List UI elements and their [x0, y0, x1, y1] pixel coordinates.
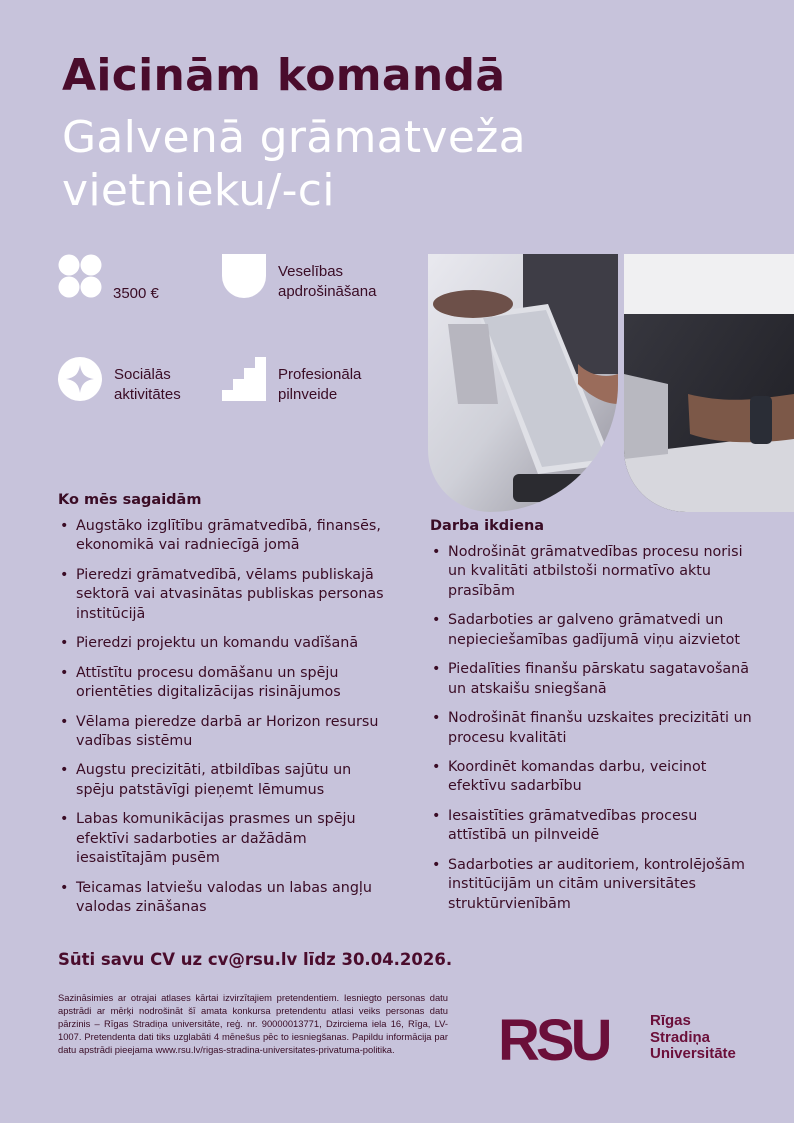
list-item: • Iesaistīties grāmatvedības procesu attīstībā un pilnveidē	[430, 807, 760, 846]
rsu-logo: RSU	[498, 1008, 609, 1073]
apply-call-to-action: Sūti savu CV uz cv@rsu.lv līdz 30.04.2026.	[58, 950, 453, 969]
requirements-section	[58, 492, 388, 927]
duties-section	[430, 518, 760, 924]
sparkle-icon	[58, 357, 102, 401]
benefit-label: 3500 €	[113, 285, 159, 302]
list-item: • Sadarboties ar auditoriem, kontrolējošām institūcijām un citām universitātes struktūrvienībām	[430, 856, 760, 914]
privacy-notice: Sazināsimies ar otrajai atlases kārtai izvirzītajiem pretendentiem. Iesniegto personas datu apstrādi ar mērķi nodrošināt šī amata konkursa pretendentu atlasi veiks personas datu pārzinis – Rīgas Stradiņa universitāte, reģ. nr. 90000013771, Dzirciema iela 16, Rīga, LV-1007. Pretendenta dati tiks uzglabāti 4 mēnešus pēc to iesniegšanas. Papildu informācija par datu apstrādi pieejama www.rsu.lv/rigas-stradina-universitates-privatuma-politika.	[58, 992, 448, 1055]
list-item: • Nodrošināt finanšu uzskaites precizitāti un procesu kvalitāti	[430, 709, 760, 748]
benefit-label: Veselības apdrošināšana	[278, 263, 377, 300]
list-item: • Pieredzi projektu un komandu vadīšanā	[58, 634, 388, 653]
job-title: Galvenā grāmatveža vietnieku/-ci	[62, 112, 526, 216]
list-item: • Nodrošināt grāmatvedības procesu norisi un kvalitāti atbilstoši normatīvo aktu prasībām	[430, 543, 760, 601]
list-item: • Koordinēt komandas darbu, veicinot efektīvu sadarbību	[430, 758, 760, 797]
list-item: • Attīstītu procesu domāšanu un spēju orientēties digitalizācijas risinājumos	[58, 664, 388, 703]
list-item: • Augstāko izglītību grāmatvedībā, finansēs, ekonomikā vai radniecīgā jomā	[58, 517, 388, 556]
duties-list	[430, 543, 760, 914]
list-item: • Sadarboties ar galveno grāmatvedi un nepieciešamības gadījumā viņu aizvietot	[430, 611, 760, 650]
benefit-salary	[58, 254, 208, 304]
list-item: • Labas komunikācijas prasmes un spēju efektīvi sadarboties ar dažādām iesaistītajām pusēm	[58, 810, 388, 868]
list-item: • Vēlama pieredze darbā ar Horizon resursu vadības sistēmu	[58, 713, 388, 752]
stairs-icon	[222, 357, 266, 401]
list-item: • Augstu precizitāti, atbildības sajūtu un spēju patstāvīgi pieņemt lēmumus	[58, 761, 388, 800]
rsu-logo-wordmark	[650, 1013, 736, 1063]
logo-line: Rīgas	[650, 1012, 691, 1029]
benefit-label: Sociālās aktivitātes	[114, 366, 181, 403]
benefit-insurance	[222, 254, 422, 314]
list-item: • Piedalīties finanšu pārskatu sagatavošanā un atskaišu sniegšanā	[430, 660, 760, 699]
logo-line: Universitāte	[650, 1045, 736, 1062]
office-photo	[428, 254, 794, 512]
shield-icon	[222, 254, 266, 298]
benefit-development	[222, 357, 422, 407]
section-title: Ko mēs sagaidām	[58, 492, 202, 508]
section-title: Darba ikdiena	[430, 518, 545, 534]
four-circles-icon	[58, 254, 102, 298]
benefit-social	[58, 357, 218, 407]
page-title: Aicinām komandā	[62, 50, 506, 101]
list-item: • Pieredzi grāmatvedībā, vēlams publiskajā sektorā vai atvasinātas publiskas personas institūcijā	[58, 566, 388, 624]
logo-line: Stradiņa	[650, 1028, 711, 1046]
requirements-list	[58, 517, 388, 917]
benefit-label: Profesionāla pilnveide	[278, 366, 362, 403]
list-item: • Teicamas latviešu valodas un labas angļu valodas zināšanas	[58, 879, 388, 918]
